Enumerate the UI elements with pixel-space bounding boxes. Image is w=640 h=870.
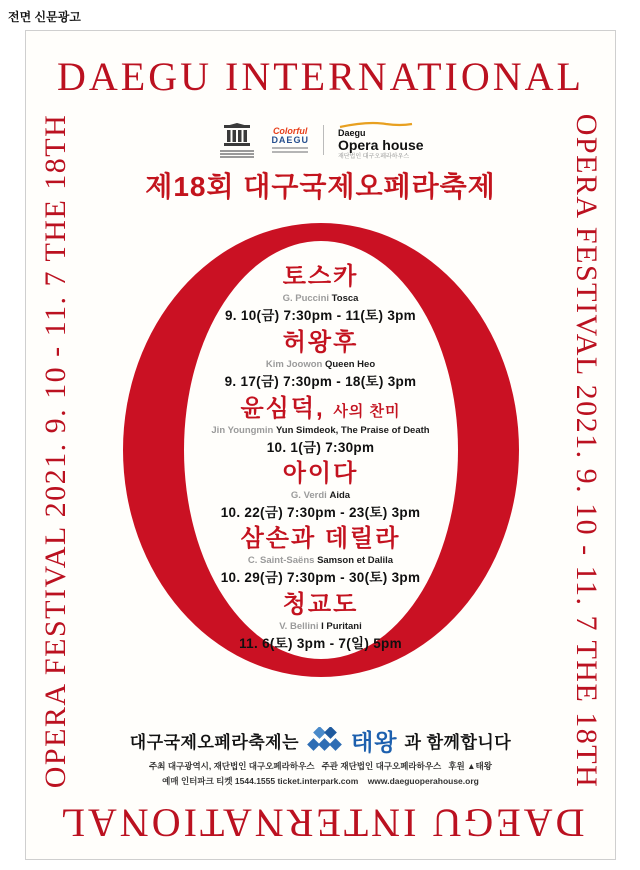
event-byline xyxy=(26,622,615,633)
unesco-caption-bars xyxy=(220,149,254,158)
event-date: 10. 1(금) 7:30pm xyxy=(266,439,375,455)
event-tosca xyxy=(26,264,615,323)
opera-house-logo-line1: Daegu xyxy=(337,127,366,138)
event-work: I Puritani xyxy=(321,620,362,632)
event-date: 10. 29(금) 7:30pm - 30(토) 3pm xyxy=(220,569,421,585)
daegu-city-logo-line2: DAEGU xyxy=(271,135,309,145)
event-byline xyxy=(26,426,615,437)
event-byline xyxy=(26,294,615,305)
event-title: 허왕후 xyxy=(282,329,359,356)
page-label: 전면 신문광고 xyxy=(8,10,81,24)
event-aida xyxy=(26,461,615,520)
unesco-logo xyxy=(217,123,257,158)
event-date: 10. 22(금) 7:30pm - 23(토) 3pm xyxy=(220,504,421,520)
event-yun-simdeok xyxy=(26,396,615,455)
daegu-city-caption-bar xyxy=(272,151,308,153)
footer-ticketing: 예매 인터파크 티켓 1544.1555 ticket.interpark.com www.daeguoperahouse.org xyxy=(162,776,479,786)
event-composer: G. Verdi xyxy=(290,489,327,501)
event-work: Aida xyxy=(329,489,351,501)
event-title: 청교도 xyxy=(282,591,359,618)
bottom-title: DAEGU INTERNATIONAL xyxy=(57,800,584,846)
event-work: Samson et Dalila xyxy=(317,554,394,566)
event-date: 11. 6(토) 3pm - 7(일) 5pm xyxy=(239,635,402,651)
festival-title: 제18회 대구국제오페라축제 xyxy=(145,171,496,202)
event-composer: V. Bellini xyxy=(279,620,319,632)
event-title-sub: 사의 찬미 xyxy=(333,403,401,420)
left-vertical-title: OPERA FESTIVAL 2021. 9. 10 - 11. 7 THE 18TH xyxy=(39,113,72,789)
event-title-main: 윤심덕, xyxy=(240,395,325,422)
sponsor-row xyxy=(26,724,615,757)
event-composer: Kim Joowon xyxy=(265,358,323,370)
logo-divider xyxy=(323,125,324,155)
opera-house-logo-line2: Opera house xyxy=(337,136,424,153)
event-byline xyxy=(26,556,615,567)
event-byline xyxy=(26,491,615,502)
event-title: 아이다 xyxy=(282,460,359,487)
daegu-city-logo-line1: Colorful xyxy=(272,125,308,136)
event-title xyxy=(26,396,615,423)
event-work: Queen Heo xyxy=(324,358,376,370)
top-title: DAEGU INTERNATIONAL xyxy=(57,54,584,99)
event-date: 9. 17(금) 7:30pm - 18(토) 3pm xyxy=(224,373,417,389)
right-vertical-title: OPERA FESTIVAL 2021. 9. 10 - 11. 7 THE 18TH xyxy=(570,113,603,789)
opera-house-logo xyxy=(338,121,424,160)
sponsor-prefix: 대구국제오페라축제는 xyxy=(129,733,300,752)
daegu-city-logo xyxy=(271,127,309,154)
event-puritani xyxy=(26,592,615,651)
event-composer: C. Saint-Saëns xyxy=(247,554,315,566)
unesco-temple-icon xyxy=(222,123,252,147)
event-title: 토스카 xyxy=(282,263,359,290)
footer-credits: 주최 대구광역시, 재단법인 대구오페라하우스 주관 재단법인 대구오페라하우스 후원 ▲태왕 xyxy=(149,761,492,771)
logo-row xyxy=(26,117,615,163)
event-byline xyxy=(26,360,615,371)
taewang-logo-icon xyxy=(306,727,344,755)
sponsor-brand: 태왕 xyxy=(351,729,398,755)
event-queen-heo xyxy=(26,330,615,389)
event-composer: Jin Youngmin xyxy=(211,424,274,436)
event-samson xyxy=(26,526,615,585)
opera-house-logo-sub: 재단법인 대구오페라하우스 xyxy=(337,153,410,160)
event-work: Tosca xyxy=(331,292,359,304)
event-work: Yun Simdeok, The Praise of Death xyxy=(275,424,430,436)
event-date: 9. 10(금) 7:30pm - 11(토) 3pm xyxy=(225,307,416,323)
event-title: 삼손과 데릴라 xyxy=(240,525,401,552)
sponsor-suffix: 과 함께합니다 xyxy=(404,733,512,752)
daegu-city-caption-bar xyxy=(272,147,308,149)
poster xyxy=(25,30,616,860)
event-composer: G. Puccini xyxy=(282,292,330,304)
